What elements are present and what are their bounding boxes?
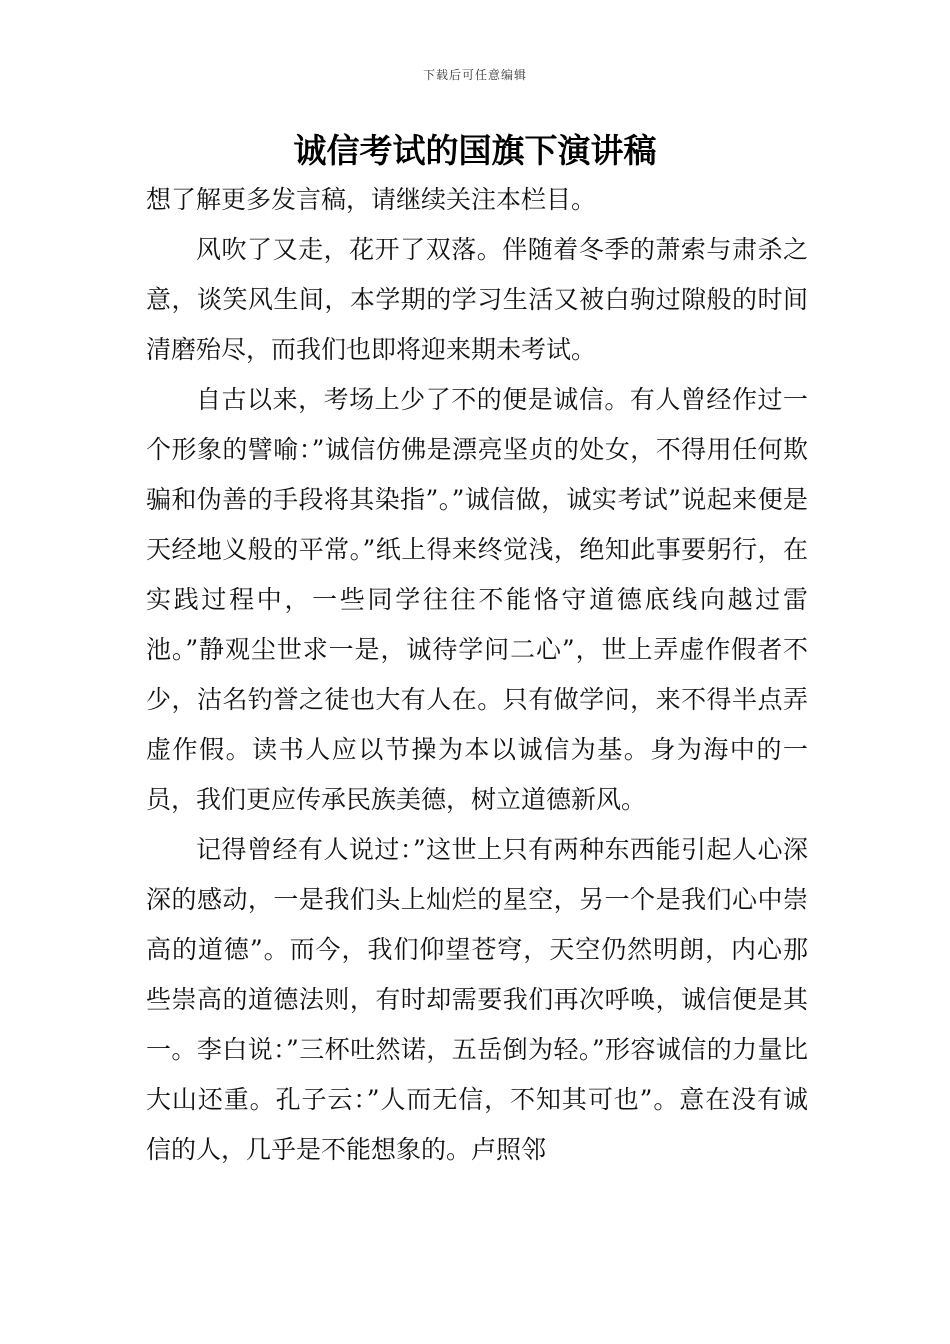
paragraph: 自古以来，考场上少了不的便是诚信。有人曾经作过一个形象的譬喻：”诚信仿佛是漂亮坚贞的处女，不得用任何欺骗和伪善的手段将其染指”。”诚信做，诚实考试”说起来便是天经地义般的平常。”纸上得来终觉浅，绝知此事要躬行，在实践过程中，一些同学往往不能恪守道德底线向越过雷池。”静观尘世求一是，诚待学问二心”，世上弄虚作假者不少，沽名钓誉之徒也大有人在。只有做学问，来不得半点弄虚作假。读书人应以节操为本以诚信为基。身为海中的一员，我们更应传承民族美德，树立道德新风。 — [146, 385, 808, 814]
document-title: 诚信考试的国旗下演讲稿 — [293, 131, 657, 170]
header-note: 下载后可任意编辑 — [422, 68, 527, 82]
document-body — [146, 175, 808, 1175]
paragraph: 记得曾经有人说过：”这世上只有两种东西能引起人心深深的感动，一是我们头上灿烂的星空，另一个是我们心中崇高的道德”。而今，我们仰望苍穹，天空仍然明朗，内心那些崇高的道德法则，有时却需要我们再次呼唤，诚信便是其一。李白说：”三杯吐然诺，五岳倒为轻。”形容诚信的力量比大山还重。孔子云：”人而无信，不知其可也”。意在没有诚信的人，几乎是不能想象的。卢照邻 — [146, 835, 808, 1164]
paragraph: 风吹了又走，花开了双落。伴随着冬季的萧索与肃杀之意，谈笑风生间，本学期的学习生活又被白驹过隙般的时间清磨殆尽，而我们也即将迎来期未考试。 — [146, 235, 808, 364]
paragraph-intro: 想了解更多发言稿，请继续关注本栏目。 — [146, 185, 597, 214]
